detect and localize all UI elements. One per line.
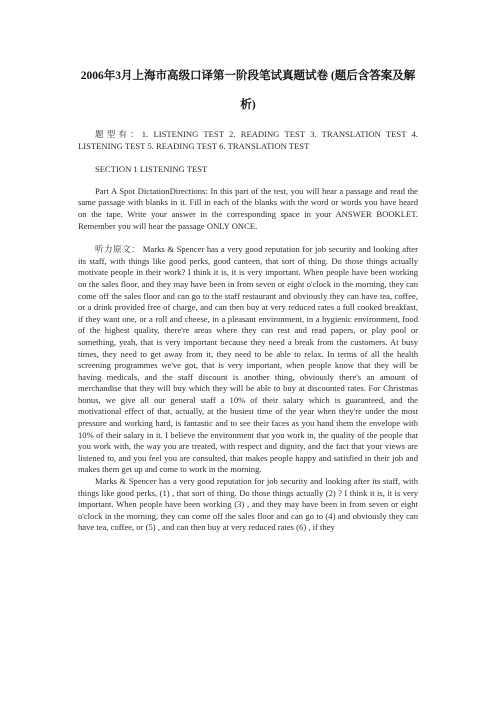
part-a-directions: Part A Spot DictationDirections: In this part of the test, you will hear a passage and read the same passage with blanks in it. Fill in each of the blanks with the word or words you have heard on the tape. Write your answer in the corresponding space in your ANSWER BOOKLET. Remember you will hear the passage ONLY ONCE.	[78, 185, 418, 231]
document-page	[78, 62, 418, 534]
dictation-passage: Marks & Spencer has a very good reputation for job security and looking after its staff, with things like good perks, (1) , that sort of thing. Do those things actually (2) ? I think it is, it is very important. When people have been working (3) , and they may have been in from seven or eight o'clock in the morning, they can come off the sales floor and can go to (4) and obviously they can have tea, coffee, or (5) , and can then buy at very reduced rates (6) , if they	[78, 476, 418, 533]
document-title: 2006年3月上海市高级口译第一阶段笔试真题试卷 (题后含答案及解析)	[80, 70, 416, 111]
question-types: 题型有：1. LISTENING TEST 2. READING TEST 3. TRANSLATION TEST 4. LISTENING TEST 5. READING TEST 6. TRANSLATION TEST	[78, 129, 418, 151]
section-heading: SECTION 1 LISTENING TEST	[95, 164, 208, 175]
listening-transcript: 听力原文： Marks & Spencer has a very good reputation for job security and looking after its staff, with things like good perks, good canteen, that sort of thing. Do those things actually motivate people in their work? I think it is, it is very important. When people have been working on the sales floor, and they may have been in from seven or eight o'clock in the morning, they can come off the sales floor and can go to the staff restaurant and obviously they can have tea, coffee, or a drink provided free of charge, and can then buy at very reduced rates a full cooked breakfast, if they want one, or a roll and cheese, in a pleasant environment, in a hygienic environment, food of the highest quality, there're areas where they can rest and read papers, or play pool or something, yeah, that is very important because they need a break from the customers. At busy times, they need to get away from it, they need to be able to relax. In terms of all the health screening programmes we've got, that is very important, when people know that they will be having medicals, and the staff discount is another thing, obviously there's an amount of merchandise that they will buy which they will be able to buy at discounted rates. For Christmas bonus, we give all our general staff a 10% of their salary which is guaranteed, and the motivational effect of that, actually, at the busiest time of the year when they're under the most pressure and working hard, is fantastic and to see their faces as you hand them the envelope with 10% of their salary in it. I believe the environment that you work in, the quality of the people that you work with, the way you are treated, with respect and dignity, and the fact that your views are listened to, and you feel you are consulted, that makes people happy and satisfied in their job and makes them get up and come to work in the morning.	[78, 244, 418, 475]
